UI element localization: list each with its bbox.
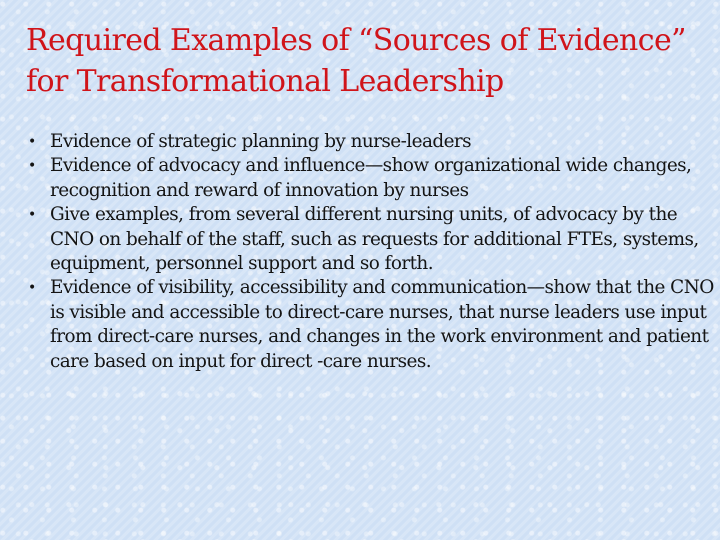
bullet-text: Evidence of visibility, accessibility and communication—show that the CNO is visible and accessible to direct-care nurses, that nurse leaders use input from direct-care nurses, and changes in the work environment and patient care based on input for direct -care nurses.: [50, 277, 714, 372]
bullet-icon: •: [28, 280, 36, 297]
bullet-icon: •: [28, 207, 36, 224]
bullet-text: Evidence of strategic planning by nurse-leaders: [50, 131, 472, 152]
bullet-item: [26, 276, 714, 374]
bullet-icon: •: [28, 134, 36, 150]
bullet-item: [26, 154, 714, 203]
bullet-text: Give examples, from several different nursing units, of advocacy by the CNO on behalf of the staff, such as requests for additional FTEs, systems, equipment, personnel support and so forth.: [50, 204, 699, 275]
bullet-text: Evidence of advocacy and influence—show organizational wide changes, recognition and reward of innovation by nurses: [50, 155, 692, 201]
bullet-list: [26, 130, 714, 374]
bullet-item: [26, 203, 714, 276]
slide-title: Required Examples of “Sources of Evidence” for Transformational Leadership: [26, 23, 686, 99]
bullet-item: [26, 130, 714, 154]
bullet-icon: •: [28, 158, 36, 175]
